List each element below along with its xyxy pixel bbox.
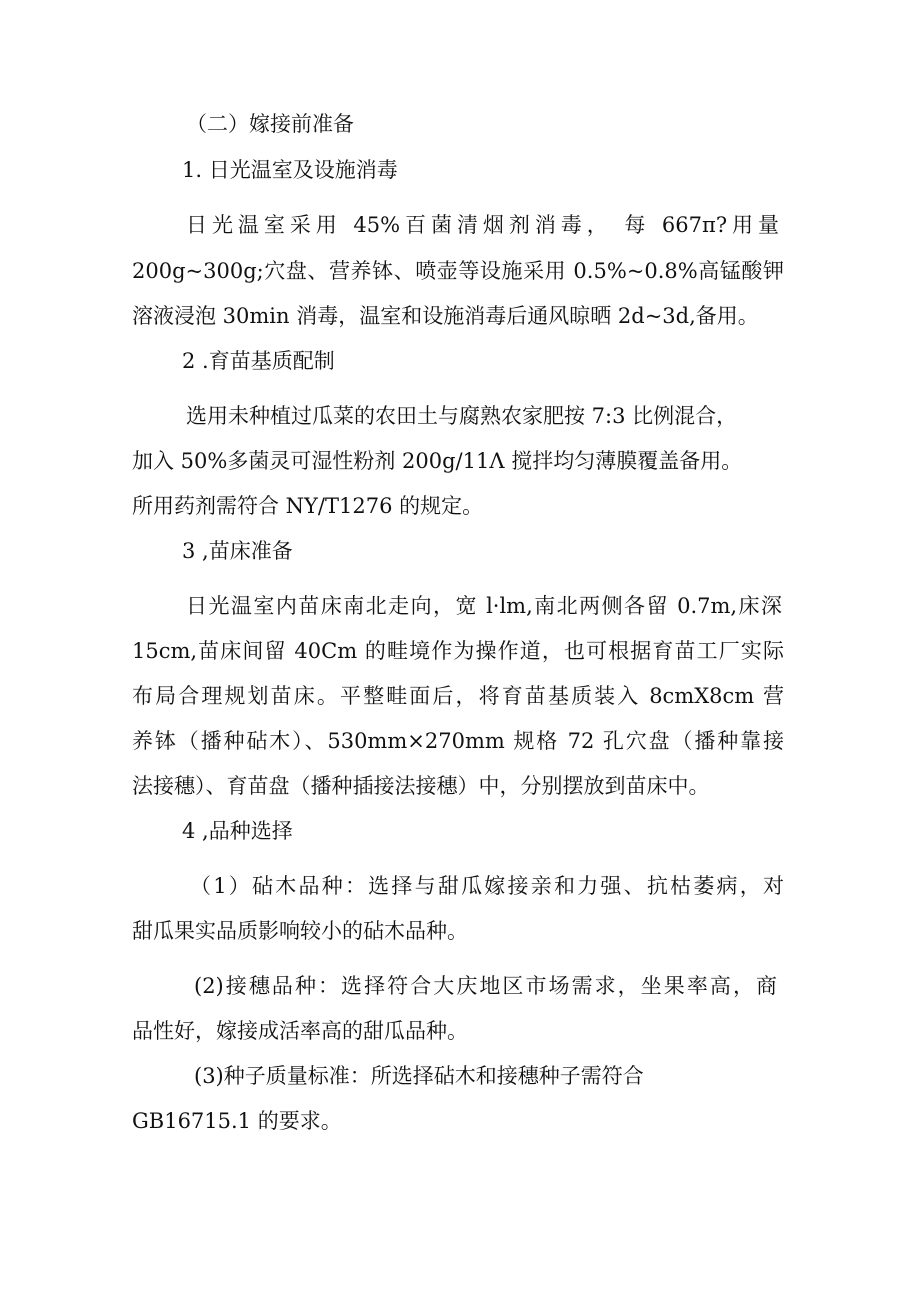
item4-sub3-line-2: GB16715.1 的要求。 [132, 1109, 342, 1133]
item4-heading: 4 ,品种选择 [182, 819, 293, 843]
item1-para-line-3: 溶液浸泡 30min 消毒，温室和设施消毒后通风晾晒 2d~3d,备用。 [132, 304, 759, 328]
item1-para-line-2: 200g~300g;穴盘、营养钵、喷壶等设施采用 0.5%~0.8%高锰酸钾 [132, 259, 784, 283]
item4-sub3-line-1: (3)种子质量标准：所选择砧木和接穗种子需符合 [194, 1064, 644, 1088]
item4-sub1-line-2: 甜瓜果实品质影响较小的砧木品种。 [132, 919, 468, 943]
item4-sub1-line-1: （1）砧木品种：选择与甜瓜嫁接亲和力强、抗枯萎病，对 [190, 874, 784, 898]
item2-para-line-1: 选用未种植过瓜菜的农田土与腐熟农家肥按 7:3 比例混合， [186, 404, 738, 428]
item2-para-line-2: 加入 50%多菌灵可湿性粉剂 200g/11Λ 搅拌均匀薄膜覆盖备用。 [132, 449, 743, 473]
item3-para-line-5: 法接穗）、育苗盘（播种插接法接穗）中，分别摆放到苗床中。 [132, 774, 710, 798]
item3-para-line-3: 布局合理规划苗床。平整畦面后，将育苗基质装入 8cmX8cm 营 [132, 684, 784, 708]
item2-para-line-3: 所用药剂需符合 NY/T1276 的规定。 [132, 494, 484, 518]
item3-para-line-1: 日光温室内苗床南北走向，宽 l·lm,南北两侧各留 0.7m,床深 [186, 594, 782, 618]
item1-para-line-1: 日光温室采用 45%百菌清烟剂消毒， 每 667π?用量 [186, 213, 779, 237]
item3-para-line-2: 15cm,苗床间留 40Cm 的畦境作为操作道，也可根据育苗工厂实际 [132, 639, 784, 663]
item2-heading: 2 .育苗基质配制 [182, 349, 335, 373]
item1-heading: 1. 日光温室及设施消毒 [182, 158, 398, 182]
item4-sub2-line-1: (2)接穗品种：选择符合大庆地区市场需求，坐果率高，商 [194, 974, 777, 998]
item3-heading: 3 ,苗床准备 [182, 539, 293, 563]
item3-para-line-4: 养钵（播种砧木）、530mm×270mm 规格 72 孔穴盘（播种靠接 [132, 729, 784, 753]
section-heading: （二）嫁接前准备 [186, 112, 354, 136]
item4-sub2-line-2: 品性好，嫁接成活率高的甜瓜品种。 [132, 1019, 468, 1043]
